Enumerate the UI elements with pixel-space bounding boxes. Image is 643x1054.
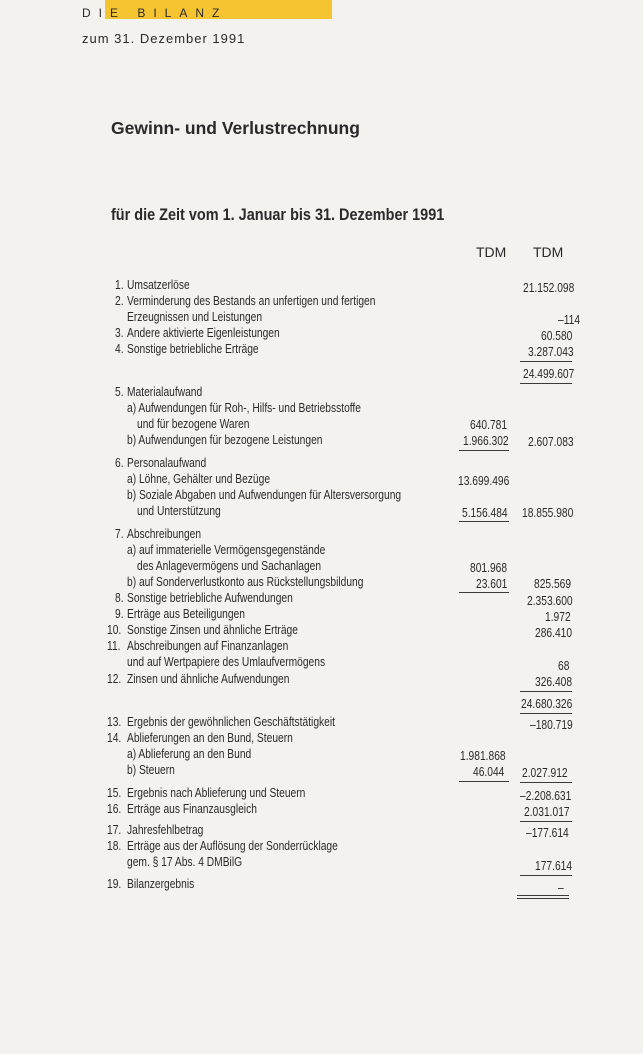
item-2-text-2: Erzeugnissen und Leistungen <box>127 310 263 324</box>
date-line: zum 31. Dezember 1991 <box>82 31 246 46</box>
item-10-label: 10. <box>107 623 122 637</box>
underline <box>520 875 572 876</box>
item-11-col2: 68 <box>558 659 570 673</box>
item-14-text-2: a) Ablieferung an den Bund <box>127 747 252 761</box>
item-3-col2: 60.580 <box>541 329 573 343</box>
item-6-label: 6. <box>115 456 124 470</box>
item-19-text: Bilanzergebnis <box>127 877 195 891</box>
item-12-text: Zinsen und ähnliche Aufwendungen <box>127 672 290 686</box>
item-5-text-4: b) Aufwendungen für bezogene Leistungen <box>127 433 323 447</box>
item-14-label: 14. <box>107 731 122 745</box>
item-18-label: 18. <box>107 839 122 853</box>
subtotal-2-col2: 24.680.326 <box>521 697 573 711</box>
underline <box>520 713 572 714</box>
item-13-col2: –180.719 <box>530 718 573 732</box>
underline <box>520 361 572 362</box>
column-header-1: TDM <box>476 244 507 260</box>
underline <box>520 691 572 692</box>
item-14-text-1: Ablieferungen an den Bund, Steuern <box>127 731 293 745</box>
item-7-col1-a: 801.968 <box>470 561 508 575</box>
item-15-col2: –2.208.631 <box>520 789 572 803</box>
item-7-text-4: b) auf Sonderverlustkonto aus Rückstellungsbildung <box>127 575 364 589</box>
double-underline-top <box>517 895 569 896</box>
item-6-text-3: b) Soziale Abgaben und Aufwendungen für Altersversorgung <box>127 488 402 502</box>
item-18-text-1: Erträge aus der Auflösung der Sonderrücklage <box>127 839 338 853</box>
item-6-col1-a: 13.699.496 <box>458 474 510 488</box>
item-10-col2: 286.410 <box>535 626 573 640</box>
double-underline-bottom <box>517 898 569 899</box>
item-7-text-2: a) auf immaterielle Vermögensgegenstände <box>127 543 326 557</box>
item-7-col2: 825.569 <box>534 577 572 591</box>
item-6-col2: 18.855.980 <box>522 506 574 520</box>
item-18-col2: 177.614 <box>535 859 573 873</box>
subtotal-1-col2: 24.499.607 <box>523 367 575 381</box>
item-4-text: Sonstige betriebliche Erträge <box>127 342 259 356</box>
item-7-col1-b: 23.601 <box>476 577 508 591</box>
item-13-text: Ergebnis der gewöhnlichen Geschäftstätigkeit <box>127 715 335 729</box>
column-header-2: TDM <box>533 244 564 260</box>
item-13-label: 13. <box>107 715 122 729</box>
item-16-col2: 2.031.017 <box>524 805 570 819</box>
underline <box>459 521 509 522</box>
item-6-col1-b: 5.156.484 <box>462 506 508 520</box>
item-15-text: Ergebnis nach Ablieferung und Steuern <box>127 786 306 800</box>
item-3-label: 3. <box>115 326 124 340</box>
item-12-label: 12. <box>107 672 122 686</box>
statement-title: Gewinn- und Verlustrechnung <box>111 118 360 138</box>
item-18-text-2: gem. § 17 Abs. 4 DMBilG <box>127 855 243 869</box>
underline <box>459 592 509 593</box>
item-5-text-3: und für bezogene Waren <box>137 417 250 431</box>
item-14-text-3: b) Steuern <box>127 763 175 777</box>
item-5-label: 5. <box>115 385 124 399</box>
underline <box>459 450 509 451</box>
item-17-label: 17. <box>107 823 122 837</box>
item-12-col2: 326.408 <box>535 675 573 689</box>
item-1-label: 1. <box>115 278 124 292</box>
item-6-text-1: Personalaufwand <box>127 456 207 470</box>
item-14-col2: 2.027.912 <box>522 766 568 780</box>
item-8-col2: 2.353.600 <box>527 594 573 608</box>
item-17-text: Jahresfehlbetrag <box>127 823 204 837</box>
item-14-col1-a: 1.981.868 <box>460 749 506 763</box>
item-10-text: Sonstige Zinsen und ähnliche Erträge <box>127 623 298 637</box>
item-5-text-2: a) Aufwendungen für Roh-, Hilfs- und Betriebsstoffe <box>127 401 361 415</box>
item-7-text-1: Abschreibungen <box>127 527 202 541</box>
item-8-text: Sonstige betriebliche Aufwendungen <box>127 591 293 605</box>
item-8-label: 8. <box>115 591 124 605</box>
item-9-text: Erträge aus Beteiligungen <box>127 607 245 621</box>
item-19-col2: – <box>558 881 564 895</box>
item-5-col1-b: 1.966.302 <box>463 434 509 448</box>
item-17-col2: –177.614 <box>526 826 569 840</box>
item-2-label: 2. <box>115 294 124 308</box>
item-9-label: 9. <box>115 607 124 621</box>
item-3-text: Andere aktivierte Eigenleistungen <box>127 326 280 340</box>
underline <box>459 781 509 782</box>
item-16-label: 16. <box>107 802 122 816</box>
statement-period: für die Zeit vom 1. Januar bis 31. Dezember 1991 <box>111 205 445 224</box>
item-16-text: Erträge aus Finanzausgleich <box>127 802 257 816</box>
item-2-col2: –114 <box>558 313 581 327</box>
item-1-text: Umsatzerlöse <box>127 278 190 292</box>
item-11-label: 11. <box>107 639 121 653</box>
item-19-label: 19. <box>107 877 122 891</box>
item-14-col1-b: 46.044 <box>473 765 505 779</box>
item-5-text-1: Materialaufwand <box>127 385 203 399</box>
item-15-label: 15. <box>107 786 122 800</box>
item-4-col2: 3.287.043 <box>528 345 574 359</box>
underline <box>520 383 572 384</box>
item-9-col2: 1.972 <box>545 610 571 624</box>
item-5-col1-a: 640.781 <box>470 418 508 432</box>
item-5-col2: 2.607.083 <box>528 435 574 449</box>
item-11-text-2: und auf Wertpapiere des Umlaufvermögens <box>127 655 326 669</box>
item-7-text-3: des Anlagevermögens und Sachanlagen <box>137 559 322 573</box>
item-6-text-2: a) Löhne, Gehälter und Bezüge <box>127 472 271 486</box>
item-2-text-1: Verminderung des Bestands an unfertigen und fertigen <box>127 294 376 308</box>
item-6-text-4: und Unterstützung <box>137 504 221 518</box>
item-1-col2: 21.152.098 <box>523 281 575 295</box>
section-title: DIE BILANZ <box>82 6 228 20</box>
item-4-label: 4. <box>115 342 124 356</box>
underline <box>520 782 572 783</box>
item-11-text-1: Abschreibungen auf Finanzanlagen <box>127 639 289 653</box>
item-7-label: 7. <box>115 527 124 541</box>
underline <box>520 821 572 822</box>
